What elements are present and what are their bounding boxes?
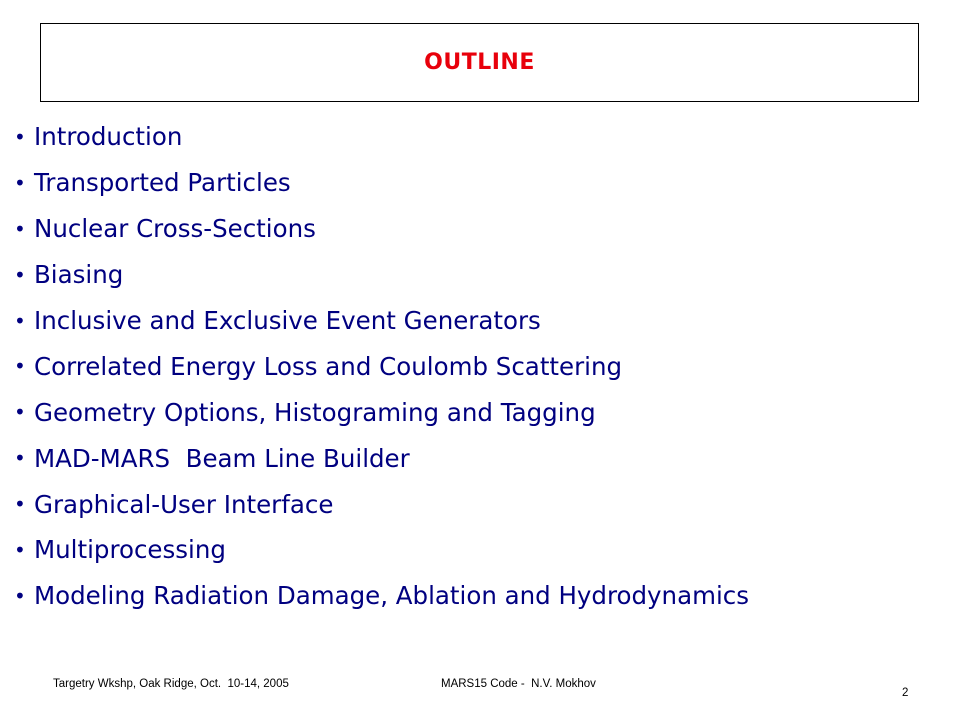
- outline-item-radiation-damage: [14, 573, 749, 619]
- outline-item-transported-particles: [14, 160, 749, 206]
- outline-item-label: Graphical-User Interface: [34, 489, 334, 519]
- outline-item-label: MAD-MARS Beam Line Builder: [34, 443, 410, 473]
- outline-item-label: Multiprocessing: [34, 535, 226, 565]
- outline-item-label: Inclusive and Exclusive Event Generators: [34, 306, 541, 335]
- outline-item-biasing: [14, 252, 749, 298]
- bullet-icon: •: [14, 400, 26, 425]
- slide-title: OUTLINE: [424, 50, 535, 75]
- bullet-icon: •: [14, 216, 26, 241]
- title-box: [40, 23, 919, 102]
- outline-item-energy-loss: [14, 343, 749, 389]
- outline-item-multiprocessing: [14, 527, 749, 573]
- outline-item-gui: [14, 481, 749, 527]
- outline-item-label: Transported Particles: [34, 168, 291, 198]
- page-number: 2: [902, 687, 909, 699]
- bullet-icon: •: [14, 170, 26, 195]
- bullet-icon: •: [14, 354, 26, 379]
- bullet-icon: •: [14, 446, 26, 471]
- outline-item-event-generators: [14, 298, 749, 344]
- outline-item-nuclear-cross-sections: [14, 206, 749, 252]
- outline-item-introduction: [14, 114, 749, 160]
- outline-item-beam-line-builder: [14, 435, 749, 481]
- outline-item-geometry-options: [14, 389, 749, 435]
- outline-item-label: Biasing: [34, 260, 124, 290]
- outline-item-label: Correlated Energy Loss and Coulomb Scattering: [34, 351, 623, 381]
- outline-item-label: Geometry Options, Histograming and Tagging: [34, 397, 596, 427]
- outline-item-label: Modeling Radiation Damage, Ablation and Hydrodynamics: [34, 581, 750, 611]
- bullet-icon: •: [14, 262, 26, 287]
- footer-author: MARS15 Code - N.V. Mokhov: [441, 678, 596, 690]
- bullet-icon: •: [14, 124, 26, 149]
- outline-item-label: Nuclear Cross-Sections: [34, 214, 316, 244]
- bullet-icon: •: [14, 583, 26, 608]
- outline-list: [14, 114, 749, 619]
- bullet-icon: •: [14, 308, 26, 333]
- footer-event: Targetry Wkshp, Oak Ridge, Oct. 10-14, 2005: [53, 678, 289, 690]
- bullet-icon: •: [14, 492, 26, 517]
- outline-item-label: Introduction: [34, 122, 183, 152]
- bullet-icon: •: [14, 537, 26, 562]
